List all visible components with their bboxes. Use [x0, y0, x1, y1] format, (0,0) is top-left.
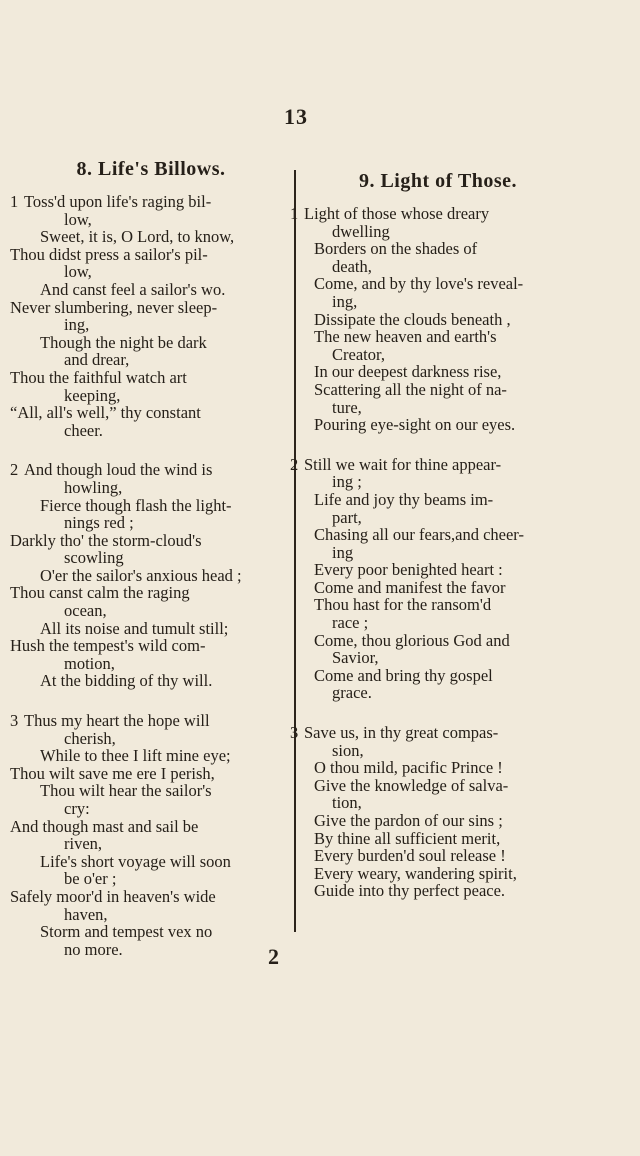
hymn-title: 9. Light of Those.	[358, 170, 518, 192]
line-text: Sweet, it is, O Lord, to know,	[40, 227, 235, 247]
stanza	[10, 193, 292, 439]
line-text: Thou wilt hear the sailor's	[40, 781, 212, 801]
hymn-line	[290, 561, 586, 579]
line-text: ing,	[332, 291, 358, 311]
hymn-line	[290, 614, 586, 632]
hymn-line	[10, 228, 292, 246]
line-text: And canst feel a sailor's wo.	[40, 279, 226, 299]
line-text: low,	[64, 262, 92, 282]
line-text: race ;	[332, 613, 369, 633]
stanza-number: 1	[10, 192, 19, 211]
hymn-9-column	[290, 170, 586, 922]
line-text: Thou canst calm the raging	[10, 583, 190, 603]
line-text: Thou the faithful watch art	[10, 367, 187, 387]
line-text: Scattering all the night of na-	[314, 379, 507, 399]
line-text: And though loud the wind is	[24, 460, 213, 480]
line-text: Give the pardon of our sins ;	[314, 811, 503, 830]
line-text: no more.	[64, 939, 123, 959]
hymn-line	[10, 672, 292, 690]
hymn-line	[10, 404, 292, 422]
line-text: Give the knowledge of salva-	[314, 775, 509, 795]
hymn-line	[10, 765, 292, 783]
hymn-line	[290, 311, 586, 329]
line-text: cry:	[64, 799, 90, 818]
hymn-line	[10, 532, 292, 550]
hymn-line	[290, 275, 586, 293]
hymn-line	[10, 549, 292, 567]
hymn-line	[290, 667, 586, 685]
line-text: riven,	[64, 834, 103, 854]
page-number: 13	[284, 104, 308, 129]
hymn-line	[290, 473, 586, 491]
hymn-line	[10, 655, 292, 673]
line-text: Though the night be dark	[40, 332, 207, 352]
hymn-line	[10, 281, 292, 299]
hymn-line	[10, 941, 292, 959]
hymn-line	[10, 853, 292, 871]
line-text: ture,	[332, 397, 362, 417]
hymn-title: 8. Life's Billows.	[76, 158, 226, 180]
hymn-line	[290, 416, 586, 434]
line-text: scowling	[64, 548, 124, 568]
hymn-line	[290, 724, 586, 742]
line-text: Come and manifest the favor	[314, 577, 506, 597]
hymn-line	[10, 246, 292, 264]
line-text: cheer.	[64, 420, 103, 440]
line-text: Borders on the shades of	[314, 239, 478, 259]
stanza	[290, 456, 586, 702]
line-text: Pouring eye-sight on our eyes.	[314, 415, 516, 435]
line-text: O'er the sailor's anxious head ;	[40, 565, 242, 585]
stanza	[10, 712, 292, 958]
hymn-line	[10, 369, 292, 387]
hymn-line	[10, 730, 292, 748]
line-text: At the bidding of thy will.	[40, 671, 213, 691]
line-text: ing	[332, 542, 354, 562]
line-text: haven,	[64, 904, 108, 924]
hymn-line	[290, 456, 586, 474]
hymn-line	[10, 461, 292, 479]
line-text: be o'er ;	[64, 869, 117, 889]
stanza-number: 3	[290, 723, 299, 743]
line-text: By thine all sufficient merit,	[314, 828, 501, 848]
line-text: cherish,	[64, 728, 116, 748]
hymn-line	[290, 223, 586, 241]
hymn-line	[10, 351, 292, 369]
line-text: Savior,	[332, 648, 379, 668]
line-text: dwelling	[332, 221, 390, 241]
line-text: And though mast and sail be	[10, 816, 199, 836]
line-text: “All, all's well,” thy constant	[10, 403, 201, 423]
line-text: sion,	[332, 740, 364, 760]
hymn-line	[290, 742, 586, 760]
line-text: Life and joy thy beams im-	[314, 489, 494, 509]
line-text: and drear,	[64, 350, 130, 370]
line-text: Every weary, wandering spirit,	[314, 863, 517, 883]
hymn-line	[290, 579, 586, 597]
line-text: Come and bring thy gospel	[314, 665, 493, 685]
line-text: Hush the tempest's wild com-	[10, 636, 206, 656]
stanza-number: 1	[290, 204, 299, 223]
hymn-line	[10, 906, 292, 924]
hymn-line	[10, 334, 292, 352]
hymn-line	[10, 422, 292, 440]
line-text: Thus my heart the hope will	[24, 711, 210, 731]
line-text: Storm and tempest vex no	[40, 922, 213, 942]
stanza-number: 2	[290, 454, 299, 474]
line-text: Safely moor'd in heaven's wide	[10, 886, 216, 906]
line-text: Fierce though flash the light-	[40, 495, 232, 515]
line-text: part,	[332, 507, 362, 527]
hymn-line	[10, 211, 292, 229]
hymn-line	[290, 812, 586, 830]
hymn-line	[10, 620, 292, 638]
hymn-line	[10, 387, 292, 405]
hymn-line	[290, 649, 586, 667]
hymn-line	[10, 299, 292, 317]
hymn-line	[290, 363, 586, 381]
line-text: The new heaven and earth's	[314, 327, 497, 347]
hymn-line	[10, 800, 292, 818]
hymn-line	[290, 509, 586, 527]
line-text: Dissipate the clouds beneath ,	[314, 309, 511, 329]
hymn-line	[10, 514, 292, 532]
hymn-line	[290, 596, 586, 614]
line-text: Every poor benighted heart :	[314, 560, 503, 580]
stanza	[290, 724, 586, 900]
line-text: Toss'd upon life's raging bil-	[24, 192, 212, 211]
hymn-line	[290, 777, 586, 795]
hymn-line	[10, 818, 292, 836]
line-text: death,	[332, 256, 372, 276]
line-text: Chasing all our fears,and cheer-	[314, 525, 524, 545]
line-text: ocean,	[64, 601, 107, 621]
hymn-line	[290, 293, 586, 311]
hymn-line	[10, 316, 292, 334]
hymn-line	[10, 602, 292, 620]
hymn-line	[290, 830, 586, 848]
hymn-line	[290, 328, 586, 346]
line-text: grace.	[332, 683, 372, 703]
line-text: Save us, in thy great compas-	[304, 723, 499, 743]
line-text: Thou hast for the ransom'd	[314, 595, 492, 615]
hymn-line	[290, 491, 586, 509]
line-text: In our deepest darkness rise,	[314, 362, 502, 382]
hymn-line	[10, 747, 292, 765]
line-text: Creator,	[332, 344, 385, 364]
hymn-line	[290, 865, 586, 883]
hymn-line	[10, 782, 292, 800]
line-text: low,	[64, 209, 92, 229]
hymn-line	[290, 759, 586, 777]
line-text: motion,	[64, 653, 115, 673]
stanza-number: 3	[10, 711, 19, 731]
hymn-line	[10, 479, 292, 497]
line-text: Guide into thy perfect peace.	[314, 881, 506, 901]
hymn-line	[290, 632, 586, 650]
hymn-line	[10, 835, 292, 853]
line-text: tion,	[332, 793, 362, 813]
hymn-line	[290, 399, 586, 417]
hymn-line	[10, 870, 292, 888]
line-text: Thou didst press a sailor's pil-	[10, 244, 208, 264]
hymn-line	[290, 258, 586, 276]
hymn-line	[290, 882, 586, 900]
hymn-line	[290, 205, 586, 223]
stanza	[10, 461, 292, 690]
hymn-line	[10, 263, 292, 281]
signature-mark: 2	[268, 944, 279, 969]
line-text: keeping,	[64, 385, 121, 405]
line-text: While to thee I lift mine eye;	[40, 746, 231, 766]
hymn-8-column	[10, 158, 292, 980]
line-text: Come, thou glorious God and	[314, 630, 510, 650]
hymn-line	[10, 888, 292, 906]
hymn-line	[290, 346, 586, 364]
line-text: Never slumbering, never sleep-	[10, 297, 218, 317]
hymn-line	[290, 794, 586, 812]
hymn-line	[290, 381, 586, 399]
hymn-line	[290, 684, 586, 702]
line-text: All its noise and tumult still;	[40, 618, 229, 638]
line-text: Darkly tho' the storm-cloud's	[10, 530, 202, 550]
stanza-number: 2	[10, 460, 19, 480]
line-text: howling,	[64, 477, 123, 497]
line-text: ing ;	[332, 472, 362, 492]
line-text: Light of those whose dreary	[304, 204, 490, 223]
hymn-line	[10, 712, 292, 730]
hymn-body	[10, 193, 292, 958]
stanza	[290, 205, 586, 434]
hymn-line	[10, 584, 292, 602]
hymn-line	[290, 847, 586, 865]
hymn-line	[290, 526, 586, 544]
line-text: Thou wilt save me ere I perish,	[10, 763, 215, 783]
line-text: O thou mild, pacific Prince !	[314, 758, 503, 778]
line-text: ing,	[64, 315, 90, 335]
hymn-line	[10, 637, 292, 655]
line-text: Still we wait for thine appear-	[304, 454, 502, 474]
hymn-body	[290, 205, 586, 900]
hymn-line	[290, 240, 586, 258]
line-text: Come, and by thy love's reveal-	[314, 274, 524, 294]
hymn-line	[10, 497, 292, 515]
line-text: nings red ;	[64, 513, 134, 533]
hymn-line	[10, 193, 292, 211]
hymn-line	[10, 567, 292, 585]
line-text: Life's short voyage will soon	[40, 851, 231, 871]
hymn-line	[290, 544, 586, 562]
line-text: Every burden'd soul release !	[314, 846, 506, 866]
hymn-line	[10, 923, 292, 941]
